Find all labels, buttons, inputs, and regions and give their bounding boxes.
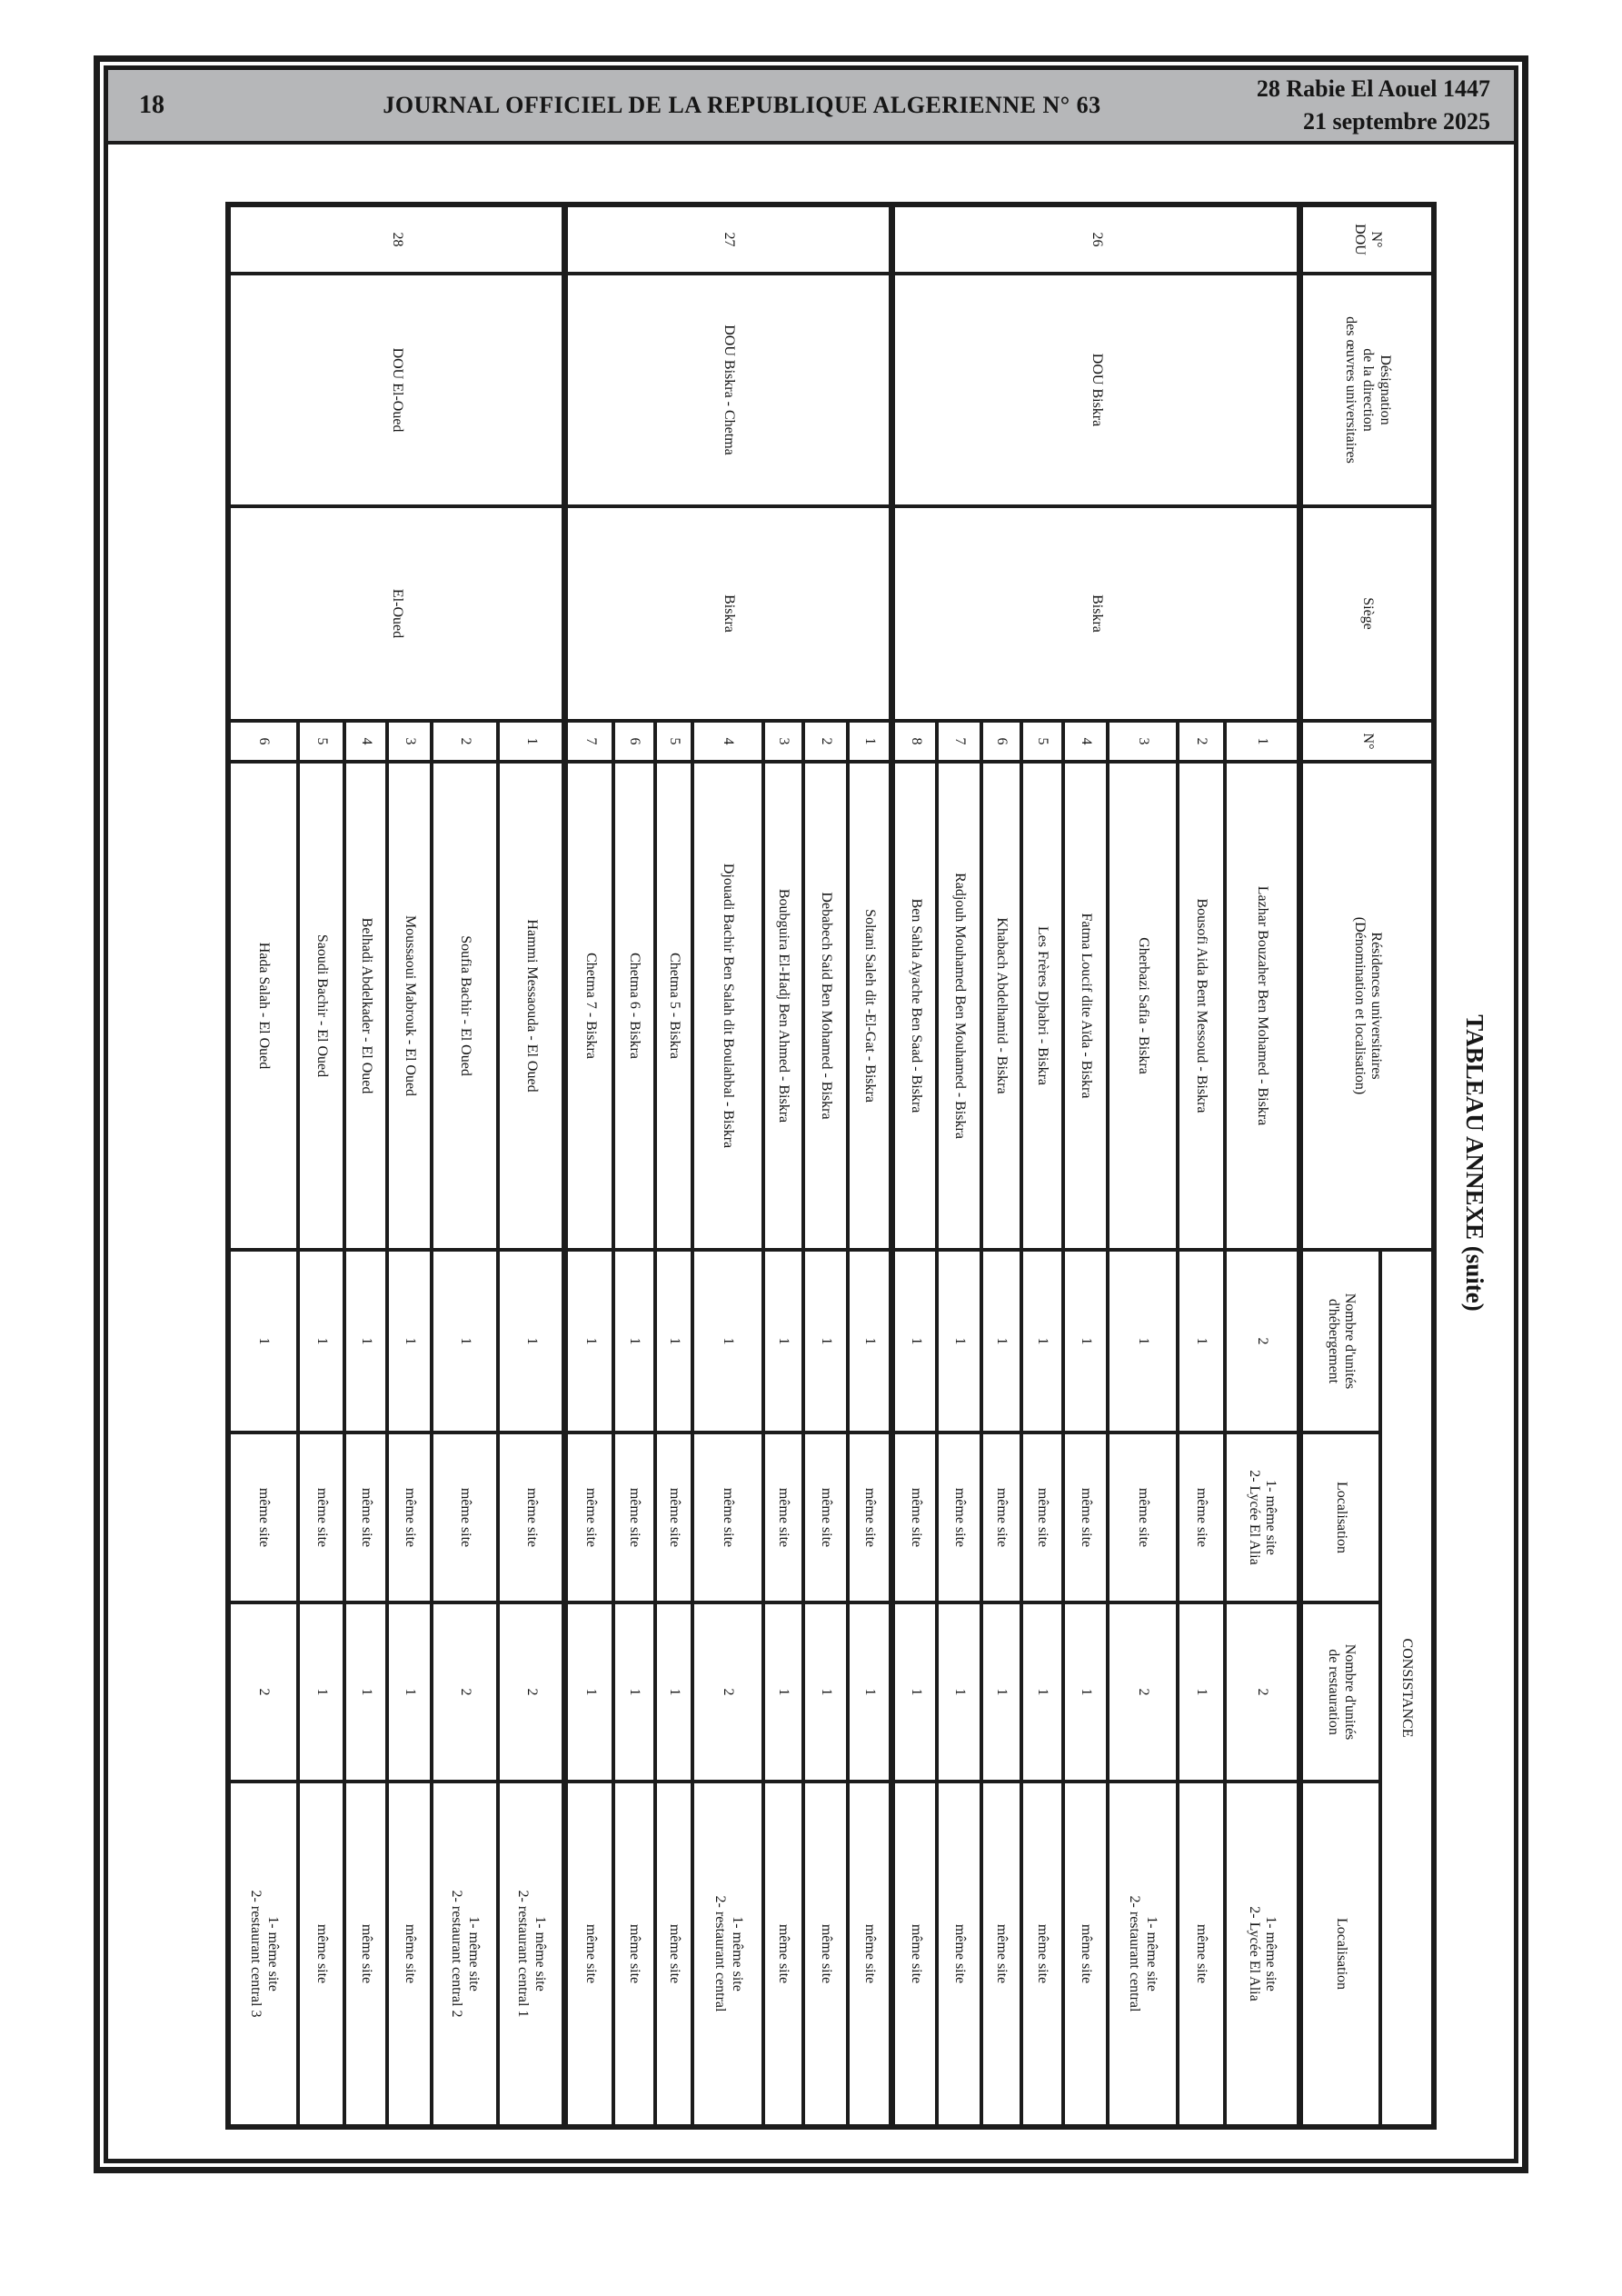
hebergement-localisation-cell: même site — [298, 1433, 344, 1602]
hebergement-localisation-cell: même site — [803, 1433, 848, 1602]
restauration-count-cell: 2 — [1108, 1602, 1178, 1782]
hebergement-count-cell: 1 — [432, 1250, 498, 1433]
hebergement-localisation-cell: même site — [432, 1433, 498, 1602]
hebergement-count-cell: 1 — [298, 1250, 344, 1433]
restauration-count-cell: 2 — [228, 1602, 298, 1782]
hebergement-count-cell: 1 — [344, 1250, 387, 1433]
residence-num-cell: 3 — [763, 721, 803, 762]
restauration-localisation-cell: même site — [1063, 1782, 1108, 2127]
hebergement-localisation-cell: même site — [937, 1433, 981, 1602]
restauration-count-cell: 1 — [1063, 1602, 1108, 1782]
header-nb-hebergement: Nombre d'unités d'hébergement — [1300, 1250, 1380, 1433]
hebergement-count-cell: 1 — [228, 1250, 298, 1433]
residence-name-cell: Radjouh Mouhamed Ben Mouhamed - Biskra — [937, 762, 981, 1250]
residence-num-cell: 1 — [848, 721, 892, 762]
hebergement-localisation-cell: même site — [1021, 1433, 1063, 1602]
header-siege: Siège — [1300, 506, 1434, 721]
restauration-count-cell: 1 — [655, 1602, 692, 1782]
hebergement-count-cell: 1 — [613, 1250, 655, 1433]
hebergement-count-cell: 1 — [1108, 1250, 1178, 1433]
residence-num-cell: 6 — [981, 721, 1021, 762]
residence-name-cell: Djouadi Bachir Ben Salah dit Boulahbal - Biskra — [692, 762, 763, 1250]
residence-name-cell: Hammi Messaouda - El Oued — [498, 762, 565, 1250]
restauration-count-cell: 2 — [692, 1602, 763, 1782]
hebergement-count-cell: 1 — [565, 1250, 613, 1433]
residence-num-cell: 6 — [613, 721, 655, 762]
hebergement-count-cell: 1 — [763, 1250, 803, 1433]
residence-name-cell: Chetma 7 - Biskra — [565, 762, 613, 1250]
hebergement-count-cell: 1 — [848, 1250, 892, 1433]
dou-number-cell: 28 — [228, 205, 565, 274]
header-designation: Désignation de la direction des œuvres universitaires — [1300, 274, 1434, 506]
restauration-localisation-cell: même site — [344, 1782, 387, 2127]
issue-dates — [1257, 73, 1490, 138]
dou-number-cell: 26 — [892, 205, 1300, 274]
dou-siege-cell: El-Oued — [228, 506, 565, 721]
hebergement-localisation-cell: même site — [655, 1433, 692, 1602]
restauration-count-cell: 1 — [937, 1602, 981, 1782]
residence-name-cell: Debabech Said Ben Mohamed - Biskra — [803, 762, 848, 1250]
hebergement-localisation-cell: même site — [613, 1433, 655, 1602]
residence-num-cell: 3 — [387, 721, 432, 762]
residence-num-cell: 3 — [1108, 721, 1178, 762]
hebergement-count-cell: 1 — [498, 1250, 565, 1433]
hebergement-localisation-cell: même site — [1178, 1433, 1225, 1602]
dou-designation-cell: DOU Biskra - Chetma — [565, 274, 892, 506]
residence-name-cell: Boubguira El-Hadj Ben Ahmed - Biskra — [763, 762, 803, 1250]
restauration-count-cell: 2 — [498, 1602, 565, 1782]
hebergement-localisation-cell: même site — [892, 1433, 937, 1602]
hebergement-localisation-cell: même site — [848, 1433, 892, 1602]
hebergement-count-cell: 1 — [1178, 1250, 1225, 1433]
hebergement-count-cell: 1 — [803, 1250, 848, 1433]
residence-name-cell: Saoudi Bachir - El Oued — [298, 762, 344, 1250]
restauration-localisation-cell: même site — [298, 1782, 344, 2127]
restauration-localisation-cell: même site — [981, 1782, 1021, 2127]
residence-name-cell: Les Frères Djbabri - Biskra — [1021, 762, 1063, 1250]
residence-num-cell: 6 — [228, 721, 298, 762]
residence-name-cell: Fatma Loucif dite Aïda - Biskra — [1063, 762, 1108, 1250]
residence-num-cell: 2 — [1178, 721, 1225, 762]
residence-name-cell: Moussaoui Mabrouk - El Oued — [387, 762, 432, 1250]
header-num: N° — [1300, 721, 1434, 762]
hebergement-count-cell: 1 — [892, 1250, 937, 1433]
restauration-localisation-cell: même site — [1178, 1782, 1225, 2127]
restauration-count-cell: 1 — [344, 1602, 387, 1782]
restauration-localisation-cell: même site — [565, 1782, 613, 2127]
hebergement-count-cell: 1 — [1063, 1250, 1108, 1433]
restauration-localisation-cell: même site — [763, 1782, 803, 2127]
residence-num-cell: 5 — [1021, 721, 1063, 762]
restauration-count-cell: 1 — [613, 1602, 655, 1782]
residence-num-cell: 5 — [298, 721, 344, 762]
restauration-localisation-cell: même site — [1021, 1782, 1063, 2127]
hebergement-count-cell: 1 — [981, 1250, 1021, 1433]
residence-name-cell: Ben Sahla Ayache Ben Saad - Biskra — [892, 762, 937, 1250]
residence-num-cell: 4 — [1063, 721, 1108, 762]
hebergement-count-cell: 1 — [937, 1250, 981, 1433]
date-gregorian: 21 septembre 2025 — [1302, 108, 1490, 135]
hebergement-localisation-cell: 1- même site 2- Lycée El Alia — [1225, 1433, 1300, 1602]
header-localisation-hebergement: Localisation — [1300, 1433, 1380, 1602]
restauration-count-cell: 1 — [892, 1602, 937, 1782]
hebergement-localisation-cell: même site — [1108, 1433, 1178, 1602]
annex-table — [225, 202, 1437, 2130]
restauration-localisation-cell: 1- même site 2- restaurant central — [1108, 1782, 1178, 2127]
restauration-count-cell: 1 — [1178, 1602, 1225, 1782]
header-nb-restauration: Nombre d'unités de restauration — [1300, 1602, 1380, 1782]
restauration-localisation-cell: même site — [613, 1782, 655, 2127]
restauration-localisation-cell: 1- même site 2- restaurant central 2 — [432, 1782, 498, 2127]
dou-designation-cell: DOU El-Oued — [228, 274, 565, 506]
restauration-localisation-cell: 1- même site 2- restaurant central 3 — [228, 1782, 298, 2127]
residence-num-cell: 4 — [344, 721, 387, 762]
residence-name-cell: Belhadi Abdelkader - El Oued — [344, 762, 387, 1250]
hebergement-localisation-cell: même site — [1063, 1433, 1108, 1602]
residence-name-cell: Soufia Bachir - El Oued — [432, 762, 498, 1250]
residence-name-cell: Lazhar Bouzaher Ben Mohamed - Biskra — [1225, 762, 1300, 1250]
hebergement-count-cell: 1 — [655, 1250, 692, 1433]
restauration-count-cell: 1 — [1021, 1602, 1063, 1782]
hebergement-localisation-cell: même site — [387, 1433, 432, 1602]
restauration-count-cell: 2 — [432, 1602, 498, 1782]
restauration-count-cell: 1 — [981, 1602, 1021, 1782]
hebergement-localisation-cell: même site — [344, 1433, 387, 1602]
dou-siege-cell: Biskra — [892, 506, 1300, 721]
hebergement-localisation-cell: même site — [228, 1433, 298, 1602]
hebergement-localisation-cell: même site — [692, 1433, 763, 1602]
header-consistance: CONSISTANCE — [1380, 1250, 1434, 2127]
restauration-localisation-cell: 1- même site 2- restaurant central 1 — [498, 1782, 565, 2127]
journal-masthead — [108, 70, 1514, 145]
residence-num-cell: 4 — [692, 721, 763, 762]
journal-title: JOURNAL OFFICIEL DE LA REPUBLIQUE ALGERIENNE N° 63 — [383, 92, 1101, 118]
hebergement-localisation-cell: même site — [498, 1433, 565, 1602]
restauration-count-cell: 1 — [565, 1602, 613, 1782]
hebergement-localisation-cell: même site — [565, 1433, 613, 1602]
residence-num-cell: 7 — [937, 721, 981, 762]
residence-name-cell: Chetma 6 - Biskra — [613, 762, 655, 1250]
header-num-dou: N° DOU — [1300, 205, 1434, 274]
residence-name-cell: Khabach Abdelhamid - Biskra — [981, 762, 1021, 1250]
restauration-localisation-cell: même site — [937, 1782, 981, 2127]
table-title: TABLEAU ANNEXE (suite) — [1461, 1014, 1489, 1312]
residence-num-cell: 7 — [565, 721, 613, 762]
rotated-table-region — [147, 202, 1500, 2124]
residence-num-cell: 2 — [803, 721, 848, 762]
dou-number-cell: 27 — [565, 205, 892, 274]
page-number: 18 — [139, 91, 164, 119]
header-localisation-restauration: Localisation — [1300, 1782, 1380, 2127]
residence-name-cell: Gherbazi Safia - Biskra — [1108, 762, 1178, 1250]
header-residences: Résidences universitaires (Dénomination et localisation) — [1300, 762, 1434, 1250]
residence-name-cell: Bousofi Aida Bent Messoud - Biskra — [1178, 762, 1225, 1250]
restauration-count-cell: 1 — [298, 1602, 344, 1782]
hebergement-count-cell: 2 — [1225, 1250, 1300, 1433]
date-hijri: 28 Rabie El Aouel 1447 — [1256, 75, 1490, 102]
restauration-localisation-cell: même site — [803, 1782, 848, 2127]
residence-num-cell: 2 — [432, 721, 498, 762]
dou-siege-cell: Biskra — [565, 506, 892, 721]
restauration-count-cell: 2 — [1225, 1602, 1300, 1782]
residence-name-cell: Chetma 5 - Biskra — [655, 762, 692, 1250]
restauration-localisation-cell: même site — [655, 1782, 692, 2127]
restauration-localisation-cell: même site — [387, 1782, 432, 2127]
restauration-localisation-cell: 1- même site 2- Lycée El Alia — [1225, 1782, 1300, 2127]
restauration-localisation-cell: même site — [848, 1782, 892, 2127]
hebergement-count-cell: 1 — [692, 1250, 763, 1433]
landscape-stage — [147, 202, 1500, 2124]
hebergement-count-cell: 1 — [387, 1250, 432, 1433]
residence-name-cell: Hada Salah - El Oued — [228, 762, 298, 1250]
dou-designation-cell: DOU Biskra — [892, 274, 1300, 506]
residence-num-cell: 8 — [892, 721, 937, 762]
restauration-localisation-cell: 1- même site 2- restaurant central — [692, 1782, 763, 2127]
residence-num-cell: 1 — [498, 721, 565, 762]
restauration-count-cell: 1 — [763, 1602, 803, 1782]
hebergement-localisation-cell: même site — [763, 1433, 803, 1602]
restauration-count-cell: 1 — [803, 1602, 848, 1782]
restauration-count-cell: 1 — [848, 1602, 892, 1782]
residence-name-cell: Soltani Saleh dit -El-Gat - Biskra — [848, 762, 892, 1250]
residence-num-cell: 1 — [1225, 721, 1300, 762]
restauration-count-cell: 1 — [387, 1602, 432, 1782]
hebergement-localisation-cell: même site — [981, 1433, 1021, 1602]
hebergement-count-cell: 1 — [1021, 1250, 1063, 1433]
restauration-localisation-cell: même site — [892, 1782, 937, 2127]
residence-num-cell: 5 — [655, 721, 692, 762]
